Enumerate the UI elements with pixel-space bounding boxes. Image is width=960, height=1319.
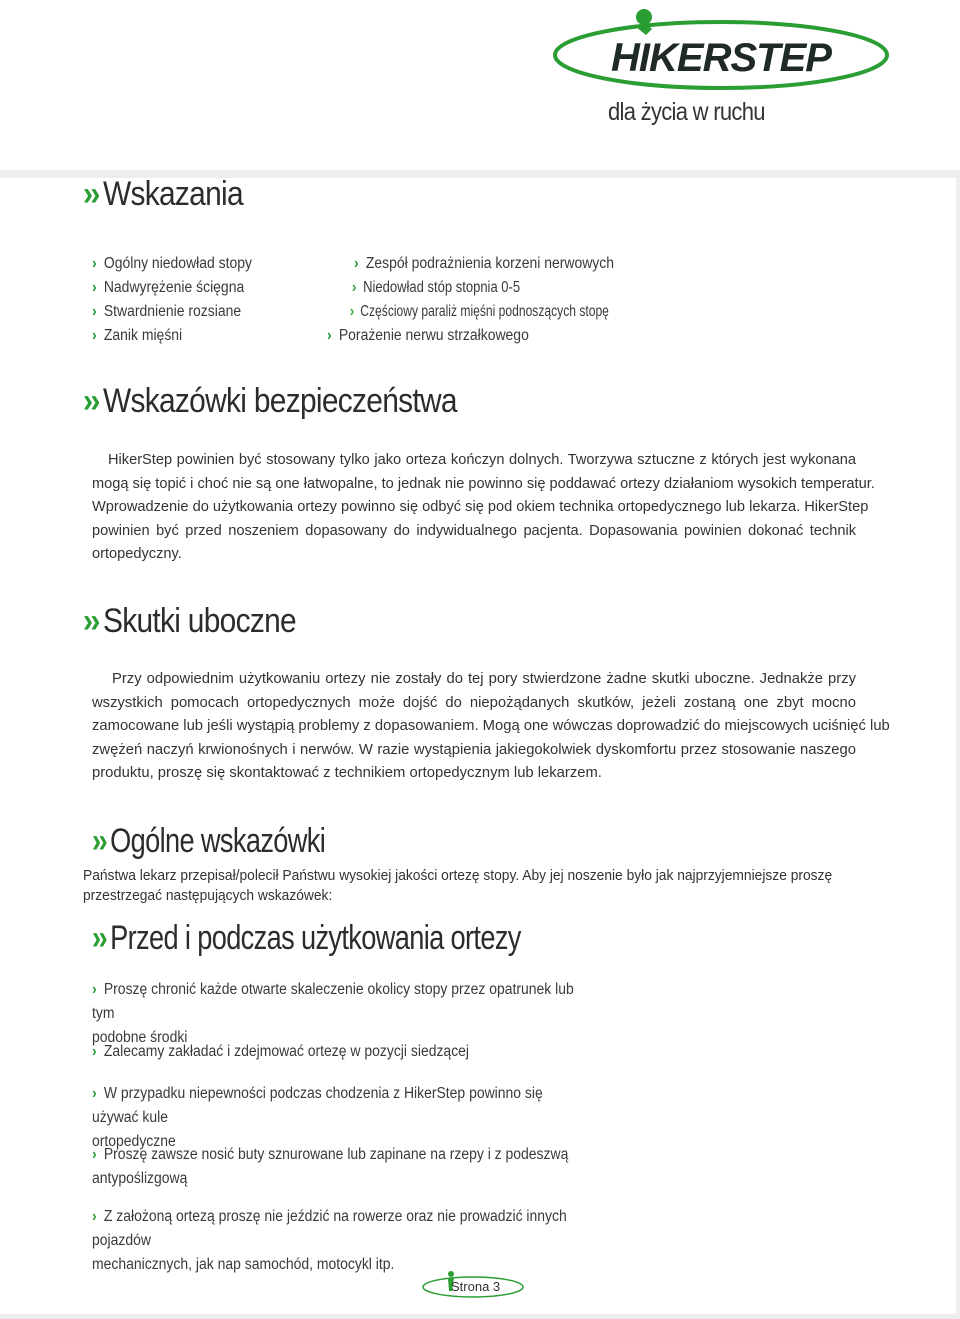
safety-paragraph: HikerStep powinien być stosowany tylko jako orteza kończyn dolnych. Tworzywa sztuczne z których jest wykonana mogą się topić i choć nie są one łatwopalne, to jednak nie powinno się poddawać ortezy działaniom wysokich temperatur. Wprowadzenie do użytkowania ortezy powinno się odbyć się pod okiem technika ortopedycznego lub lekarza. HikerStep powinien być przed noszeniem dopasowany do indywidualnego pacjenta. Dopasowania powinien dokonać technik ortopedyczny. <box>92 452 875 562</box>
page-number: Strona 3 <box>451 1279 501 1294</box>
section-title-general: ›› Ogólne wskazówki <box>92 822 326 860</box>
general-paragraph: Państwa lekarz przepisał/polecił Państwu wysokiej jakości ortezę stopy. Aby jej noszenie było jak najprzyjemniejsze proszę przestrzegać następujących wskazówek: <box>83 867 833 904</box>
usage-item: › W przypadku niepewności podczas chodzenia z HikerStep powinno się używać kule ortopedyczne <box>92 1085 543 1150</box>
hikerstep-logo <box>550 5 892 95</box>
indication-item: › Stwardnienie rozsiane <box>92 303 242 320</box>
usage-item: › Z założoną ortezą proszę nie jeździć na rowerze oraz nie prowadzić innych pojazdów mechanicznych, jak nap samochód, motocykl itp. <box>92 1208 567 1273</box>
usage-item: › Proszę chronić każde otwarte skaleczenie okolicy stopy przez opatrunek lub tym podobne środki <box>92 981 574 1046</box>
indication-item: › Niedowład stóp stopnia 0-5 <box>352 279 521 296</box>
usage-item: › Zalecamy zakładać i zdejmować ortezę w pozycji siedzącej <box>92 1043 470 1060</box>
usage-item: › Proszę zawsze nosić buty sznurowane lub zapinane na rzepy i z podeszwą antypoślizgową <box>92 1146 569 1187</box>
section-title-usage: ›› Przed i podczas użytkowania ortezy <box>92 919 521 957</box>
side-effects-paragraph: Przy odpowiednim użytkowaniu ortezy nie zostały do tej pory stwierdzone żadne skutki uboczne. Jednakże przy wszystkich pomocach ortopedycznych może dojść do niepożądanych skutków, jeżeli zostaną one zbyt mocno zamocowane lub jeśli wystąpią problemy z dopasowaniem. Mogą one wówczas doprowadzić do miejscowych uciśnięć lub zwężeń naczyń krwionośnych i nerwów. W razie wystąpienia jakiegokolwiek dyskomfortu przez stosowanie naszego produktu, proszę się skontaktować z technikiem ortopedycznym lub lekarzem. <box>92 671 890 781</box>
indication-item: › Zanik mięśni <box>92 327 183 344</box>
indication-item: › Zespół podrażnienia korzeni nerwowych <box>354 255 614 272</box>
indication-item: › Częściowy paraliż mięśni podnoszących stopę <box>350 303 609 320</box>
logo-text: HIKERSTEP <box>611 36 831 80</box>
indication-item: › Porażenie nerwu strzałkowego <box>327 327 529 344</box>
indication-item: › Nadwyrężenie ścięgna <box>92 279 245 296</box>
indication-item: › Ogólny niedowład stopy <box>92 255 252 272</box>
section-title-side-effects: ›› Skutki uboczne <box>83 602 297 640</box>
section-title-indications: ›› Wskazania <box>83 175 243 213</box>
section-title-safety: ›› Wskazówki bezpieczeństwa <box>83 382 457 420</box>
tagline: dla życia w ruchu <box>608 98 765 126</box>
